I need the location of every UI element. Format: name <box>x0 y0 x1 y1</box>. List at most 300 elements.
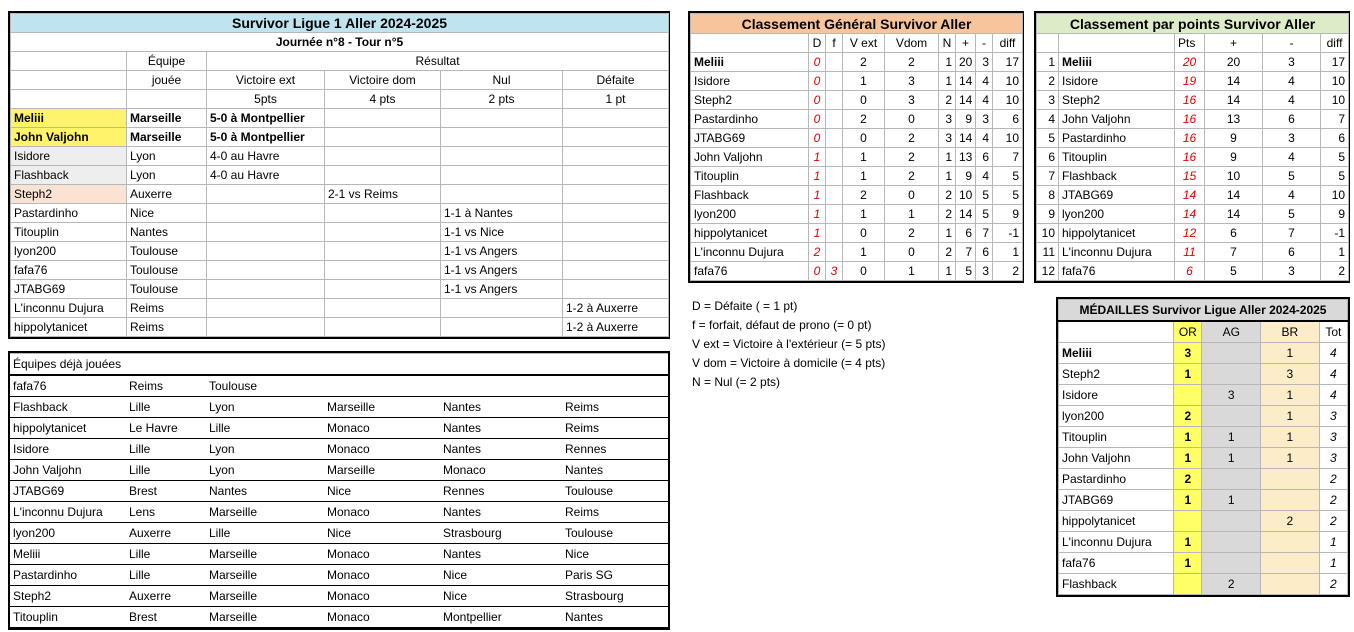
stat-cell: 2 <box>809 243 826 262</box>
team-played: Rennes <box>562 439 668 460</box>
medal-count <box>1174 385 1202 406</box>
player-name: Steph2 <box>1059 364 1174 385</box>
stat-cell: 6 <box>956 224 976 243</box>
player-name: Isidore <box>1059 72 1175 91</box>
stat-cell: 10 <box>993 129 1023 148</box>
journee-subtitle: Journée n°8 - Tour n°5 <box>11 33 669 52</box>
medal-count: 2 <box>1319 574 1347 595</box>
team-played: Monaco <box>324 418 440 439</box>
stat-cell: 2 <box>885 224 939 243</box>
result-dom <box>325 147 441 166</box>
medals-row <box>1059 511 1348 532</box>
result-nul <box>441 318 563 337</box>
player-name: L'inconnu Dujura <box>691 243 809 262</box>
general-col-header: + <box>956 34 976 53</box>
stat-cell: 1 <box>809 186 826 205</box>
player-name: JTABG69 <box>11 280 127 299</box>
medal-count: 1 <box>1174 532 1202 553</box>
result-nul <box>441 299 563 318</box>
result-nul: 1-1 vs Angers <box>441 280 563 299</box>
stat-cell: 4 <box>1263 148 1321 167</box>
stat-cell: 10 <box>1321 72 1349 91</box>
stat-cell: 4 <box>976 167 993 186</box>
stat-cell <box>826 110 843 129</box>
stat-cell: 5 <box>993 186 1023 205</box>
player-name: Flashback <box>10 397 126 418</box>
medal-count: 1 <box>1319 532 1347 553</box>
stat-cell: 9 <box>1321 205 1349 224</box>
medals-title: MÉDAILLES Survivor Ligue Aller 2024-2025 <box>1059 300 1348 322</box>
team-played: Reims <box>562 397 668 418</box>
stat-cell: 0 <box>809 91 826 110</box>
stat-cell: 20 <box>956 53 976 72</box>
medal-count: 1 <box>1174 553 1202 574</box>
player-name: Steph2 <box>1059 91 1175 110</box>
rank: 1 <box>1037 53 1059 72</box>
stat-cell: 6 <box>1263 243 1321 262</box>
general-row <box>691 262 1023 281</box>
medal-count: 1 <box>1174 448 1202 469</box>
general-col-header <box>691 34 809 53</box>
team-played: Nice <box>324 481 440 502</box>
stat-cell: 3 <box>976 110 993 129</box>
played-row <box>10 607 668 628</box>
stat-cell: 3 <box>976 53 993 72</box>
stat-cell: 9 <box>1205 148 1263 167</box>
general-row <box>691 205 1023 224</box>
player-name: Pastardinho <box>1059 129 1175 148</box>
stat-cell: 6 <box>1175 262 1205 281</box>
played-row <box>10 439 668 460</box>
team-played: Toulouse <box>127 280 207 299</box>
stat-cell: 0 <box>843 129 885 148</box>
result-dom <box>325 166 441 185</box>
stat-cell: 10 <box>1205 167 1263 186</box>
stat-cell: 7 <box>1205 243 1263 262</box>
result-dom <box>325 261 441 280</box>
team-played: Toulouse <box>206 375 324 397</box>
medal-count <box>1202 343 1261 364</box>
rank: 4 <box>1037 110 1059 129</box>
player-name: JTABG69 <box>1059 186 1175 205</box>
match-row <box>11 299 669 318</box>
medal-count <box>1202 406 1261 427</box>
match-row <box>11 318 669 337</box>
match-row <box>11 128 669 147</box>
team-played: Nice <box>324 523 440 544</box>
medals-row <box>1059 385 1348 406</box>
team-played: Nantes <box>206 481 324 502</box>
medal-count: 1 <box>1319 553 1347 574</box>
stat-cell: 12 <box>1175 224 1205 243</box>
player-name: L'inconnu Dujura <box>10 502 126 523</box>
stat-cell: 5 <box>956 262 976 281</box>
stat-cell: 14 <box>956 91 976 110</box>
team-played: Lille <box>126 460 206 481</box>
team-played <box>324 375 440 397</box>
stat-cell: 7 <box>1263 224 1321 243</box>
team-played: Lille <box>126 544 206 565</box>
general-col-header: - <box>976 34 993 53</box>
survivor-title: Survivor Ligue 1 Aller 2024-2025 <box>11 14 669 33</box>
stat-cell: 14 <box>1205 91 1263 110</box>
result-nul <box>441 185 563 204</box>
stat-cell: 19 <box>1175 72 1205 91</box>
team-played: Le Havre <box>126 418 206 439</box>
rank: 6 <box>1037 148 1059 167</box>
points-col-header <box>1059 34 1175 53</box>
rank: 5 <box>1037 129 1059 148</box>
result-ext <box>207 185 325 204</box>
medal-count <box>1261 574 1320 595</box>
stat-cell: 4 <box>1263 91 1321 110</box>
rank: 8 <box>1037 186 1059 205</box>
stat-cell: 1 <box>809 224 826 243</box>
points-row <box>1037 243 1349 262</box>
result-dom: 2-1 vs Reims <box>325 185 441 204</box>
pts-dom: 4 pts <box>325 90 441 109</box>
player-name: Isidore <box>691 72 809 91</box>
player-name: Meliii <box>691 53 809 72</box>
stat-cell: 1 <box>1321 243 1349 262</box>
team-played: Nice <box>127 204 207 223</box>
medal-count: 1 <box>1261 448 1320 469</box>
team-played: Reims <box>127 318 207 337</box>
team-played: Strasbourg <box>562 586 668 607</box>
player-name: John Valjohn <box>11 128 127 147</box>
stat-cell <box>826 72 843 91</box>
player-name: fafa76 <box>10 375 126 397</box>
medals-row <box>1059 427 1348 448</box>
result-def <box>563 166 669 185</box>
result-dom <box>325 128 441 147</box>
player-name: Titouplin <box>691 167 809 186</box>
stat-cell <box>826 129 843 148</box>
general-col-header: f <box>826 34 843 53</box>
result-dom <box>325 223 441 242</box>
points-row <box>1037 186 1349 205</box>
result-def <box>563 261 669 280</box>
result-ext: 4-0 au Havre <box>207 166 325 185</box>
result-dom <box>325 109 441 128</box>
player-name: hippolytanicet <box>10 418 126 439</box>
medal-count: 3 <box>1319 448 1347 469</box>
team-played: Paris SG <box>562 565 668 586</box>
stat-cell: 15 <box>1175 167 1205 186</box>
pts-nul: 2 pts <box>441 90 563 109</box>
team-played: Marseille <box>324 397 440 418</box>
match-row <box>11 166 669 185</box>
medals-col-header: OR <box>1174 321 1202 343</box>
stat-cell: 10 <box>1321 91 1349 110</box>
medal-count: 2 <box>1261 511 1320 532</box>
team-played: Toulouse <box>562 523 668 544</box>
player-name: JTABG69 <box>691 129 809 148</box>
general-row <box>691 167 1023 186</box>
points-row <box>1037 205 1349 224</box>
team-played: Nice <box>440 586 562 607</box>
medals-row <box>1059 448 1348 469</box>
general-row <box>691 91 1023 110</box>
medal-count <box>1261 532 1320 553</box>
stat-cell: 16 <box>1175 148 1205 167</box>
medal-count: 4 <box>1319 364 1347 385</box>
team-played: Strasbourg <box>440 523 562 544</box>
stat-cell: 2 <box>885 167 939 186</box>
team-played: Marseille <box>206 544 324 565</box>
player-name: Pastardinho <box>691 110 809 129</box>
stat-cell: 0 <box>809 129 826 148</box>
team-played: Reims <box>126 375 206 397</box>
stat-cell: 0 <box>809 53 826 72</box>
medal-count: 3 <box>1202 385 1261 406</box>
medal-count: 1 <box>1261 406 1320 427</box>
team-played: Marseille <box>127 109 207 128</box>
player-name: lyon200 <box>691 205 809 224</box>
equipe-header: Équipe <box>127 52 207 71</box>
result-ext <box>207 242 325 261</box>
medals-row <box>1059 469 1348 490</box>
player-name: L'inconnu Dujura <box>1059 243 1175 262</box>
result-nul <box>441 166 563 185</box>
team-played: Nantes <box>440 439 562 460</box>
medal-count: 3 <box>1174 343 1202 364</box>
team-played: Nantes <box>440 397 562 418</box>
stat-cell: -1 <box>993 224 1023 243</box>
stat-cell: 5 <box>1263 205 1321 224</box>
played-row <box>10 586 668 607</box>
points-row <box>1037 110 1349 129</box>
stat-cell: 13 <box>956 148 976 167</box>
team-played: Marseille <box>206 607 324 628</box>
stat-cell: 0 <box>843 224 885 243</box>
team-played: Toulouse <box>562 481 668 502</box>
stat-cell: 0 <box>885 243 939 262</box>
stat-cell: 3 <box>939 110 956 129</box>
stat-cell: 14 <box>1205 205 1263 224</box>
team-played: Brest <box>126 481 206 502</box>
player-name: hippolytanicet <box>691 224 809 243</box>
legend <box>692 297 1012 392</box>
stat-cell: 6 <box>1205 224 1263 243</box>
player-name: L'inconnu Dujura <box>11 299 127 318</box>
points-col-header: diff <box>1321 34 1349 53</box>
medal-count <box>1202 511 1261 532</box>
result-def <box>563 242 669 261</box>
player-name: Flashback <box>1059 574 1174 595</box>
stat-cell: 0 <box>809 262 826 281</box>
medal-count <box>1202 364 1261 385</box>
stat-cell: 2 <box>885 53 939 72</box>
general-col-header: diff <box>993 34 1023 53</box>
team-played: Lille <box>126 439 206 460</box>
stat-cell: 2 <box>885 129 939 148</box>
player-name: fafa76 <box>11 261 127 280</box>
stat-cell: 4 <box>976 91 993 110</box>
medals-col-header: Tot <box>1319 321 1347 343</box>
medal-count: 2 <box>1319 511 1347 532</box>
stat-cell: 1 <box>885 205 939 224</box>
medals-row <box>1059 364 1348 385</box>
general-col-header: V ext <box>843 34 885 53</box>
stat-cell: 14 <box>956 205 976 224</box>
stat-cell: 1 <box>843 148 885 167</box>
rank: 11 <box>1037 243 1059 262</box>
stat-cell: 17 <box>1321 53 1349 72</box>
result-ext <box>207 280 325 299</box>
result-def <box>563 204 669 223</box>
rank: 10 <box>1037 224 1059 243</box>
stat-cell <box>826 91 843 110</box>
medals-col-header: BR <box>1261 321 1320 343</box>
stat-cell: 2 <box>939 205 956 224</box>
stat-cell: 1 <box>809 148 826 167</box>
stat-cell: 5 <box>1205 262 1263 281</box>
stat-cell: 3 <box>885 91 939 110</box>
stat-cell: 11 <box>1175 243 1205 262</box>
match-row <box>11 204 669 223</box>
stat-cell <box>826 53 843 72</box>
rank: 2 <box>1037 72 1059 91</box>
player-name: lyon200 <box>10 523 126 544</box>
points-col-header <box>1037 34 1059 53</box>
stat-cell: 13 <box>1205 110 1263 129</box>
general-title: Classement Général Survivor Aller <box>691 14 1023 34</box>
team-played: Rennes <box>440 481 562 502</box>
player-name: Steph2 <box>691 91 809 110</box>
team-played: Nantes <box>440 544 562 565</box>
stat-cell: 4 <box>976 72 993 91</box>
medals-row <box>1059 343 1348 364</box>
rank: 9 <box>1037 205 1059 224</box>
stat-cell: 10 <box>956 186 976 205</box>
resultat-header: Résultat <box>207 52 669 71</box>
stat-cell: 1 <box>939 224 956 243</box>
result-nul: 1-1 vs Angers <box>441 261 563 280</box>
played-row <box>10 375 668 397</box>
medal-count: 2 <box>1174 469 1202 490</box>
medal-count <box>1261 553 1320 574</box>
col-nul: Nul <box>441 71 563 90</box>
stat-cell: 3 <box>1263 262 1321 281</box>
played-row <box>10 481 668 502</box>
team-played: Nantes <box>562 607 668 628</box>
player-name: Pastardinho <box>1059 469 1174 490</box>
team-played: Lille <box>126 565 206 586</box>
medal-count: 2 <box>1174 406 1202 427</box>
player-name: Titouplin <box>10 607 126 628</box>
stat-cell: 16 <box>1175 91 1205 110</box>
result-def <box>563 185 669 204</box>
legend-f: f = forfait, défaut de prono (= 0 pt) <box>692 318 872 332</box>
result-def <box>563 280 669 299</box>
medal-count: 2 <box>1319 490 1347 511</box>
player-name: fafa76 <box>691 262 809 281</box>
stat-cell: 2 <box>1321 262 1349 281</box>
team-played: Lens <box>126 502 206 523</box>
rank: 3 <box>1037 91 1059 110</box>
medal-count: 4 <box>1319 385 1347 406</box>
stat-cell: 4 <box>976 129 993 148</box>
team-played: Nantes <box>440 418 562 439</box>
team-played: Monaco <box>324 544 440 565</box>
stat-cell: 6 <box>1321 129 1349 148</box>
team-played: Auxerre <box>127 185 207 204</box>
result-nul: 1-1 vs Angers <box>441 242 563 261</box>
match-row <box>11 185 669 204</box>
medals-row <box>1059 532 1348 553</box>
stat-cell: 2 <box>843 53 885 72</box>
stat-cell: 0 <box>885 110 939 129</box>
player-name: Pastardinho <box>10 565 126 586</box>
played-teams-panel <box>8 351 670 630</box>
result-def <box>563 128 669 147</box>
result-nul <box>441 147 563 166</box>
stat-cell: 10 <box>1321 186 1349 205</box>
stat-cell: 5 <box>993 167 1023 186</box>
team-played: Lille <box>206 523 324 544</box>
general-ranking-panel <box>688 11 1024 283</box>
result-def: 1-2 à Auxerre <box>563 299 669 318</box>
player-name: Flashback <box>691 186 809 205</box>
stat-cell: 3 <box>1263 129 1321 148</box>
team-played: Marseille <box>206 502 324 523</box>
survivor-matches-panel <box>8 11 670 339</box>
player-name: Isidore <box>1059 385 1174 406</box>
result-ext <box>207 204 325 223</box>
stat-cell: 9 <box>956 167 976 186</box>
stat-cell <box>826 205 843 224</box>
rank: 12 <box>1037 262 1059 281</box>
player-name: fafa76 <box>1059 262 1175 281</box>
player-name: Pastardinho <box>11 204 127 223</box>
points-row <box>1037 167 1349 186</box>
stat-cell: 1 <box>939 167 956 186</box>
stat-cell: 2 <box>885 148 939 167</box>
player-name: Flashback <box>11 166 127 185</box>
team-played: Marseille <box>206 565 324 586</box>
team-played: Marseille <box>206 586 324 607</box>
result-ext <box>207 318 325 337</box>
played-row <box>10 502 668 523</box>
player-name: Steph2 <box>11 185 127 204</box>
stat-cell: 14 <box>956 129 976 148</box>
medal-count: 1 <box>1202 490 1261 511</box>
result-def <box>563 223 669 242</box>
stat-cell: 1 <box>809 167 826 186</box>
medals-col-header: AG <box>1202 321 1261 343</box>
general-col-header: N <box>939 34 956 53</box>
result-dom <box>325 204 441 223</box>
played-row <box>10 565 668 586</box>
medals-row <box>1059 490 1348 511</box>
stat-cell: 17 <box>993 53 1023 72</box>
team-played: Lyon <box>127 166 207 185</box>
team-played: Lyon <box>206 460 324 481</box>
medal-count: 1 <box>1202 448 1261 469</box>
medal-count: 2 <box>1319 469 1347 490</box>
team-played: Lyon <box>206 439 324 460</box>
stat-cell: 0 <box>843 262 885 281</box>
points-col-header: - <box>1263 34 1321 53</box>
stat-cell: 1 <box>809 205 826 224</box>
points-row <box>1037 129 1349 148</box>
player-name: Titouplin <box>1059 427 1174 448</box>
stat-cell: 5 <box>1263 167 1321 186</box>
stat-cell: 7 <box>993 148 1023 167</box>
played-row <box>10 523 668 544</box>
player-name: hippolytanicet <box>11 318 127 337</box>
